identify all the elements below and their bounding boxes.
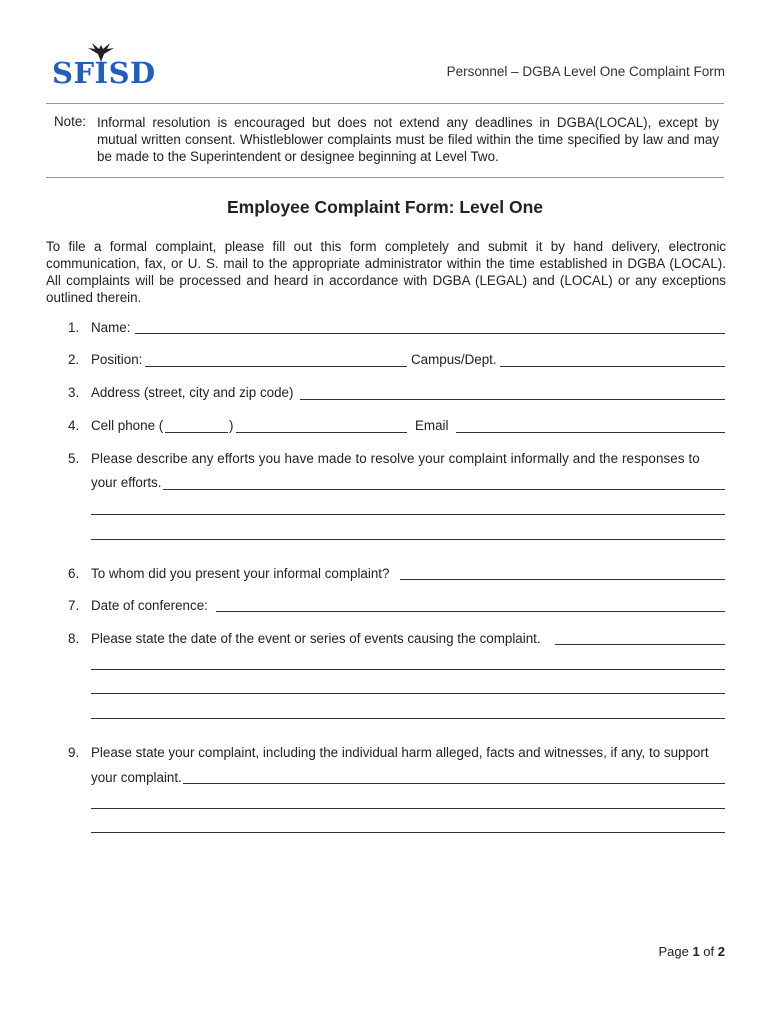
item-number: 2. <box>68 352 80 367</box>
note-label: Note: <box>54 114 87 129</box>
campus-dept-label: Campus/Dept. <box>411 352 497 367</box>
event-date-field[interactable] <box>91 693 725 694</box>
note-text: Informal resolution is encouraged but does not extend any deadlines in DGBA(LOCAL), except by mutual written consent. Whistleblower complaints must be filed within the time specified by law and may be made to the Superintendent or designee beginning at Level Two. <box>97 115 719 164</box>
area-code-field[interactable] <box>165 432 228 433</box>
event-date-field[interactable] <box>91 669 725 670</box>
event-date-field[interactable] <box>555 644 725 645</box>
item-number: 8. <box>68 631 80 646</box>
item-number: 7. <box>68 598 80 613</box>
informal-efforts-label: Please describe any efforts you have made to resolve your complaint informally and the responses to <box>91 451 700 466</box>
note-divider <box>46 177 724 178</box>
header-divider <box>46 103 724 104</box>
event-date-field[interactable] <box>91 718 725 719</box>
position-label: Position: <box>91 352 143 367</box>
cell-phone-label-close: ) <box>229 418 234 433</box>
campus-dept-field[interactable] <box>500 366 725 367</box>
email-label: Email <box>415 418 449 433</box>
logo-text: SFISD <box>52 56 156 90</box>
informal-efforts-label-cont: your efforts. <box>91 475 162 490</box>
informal-efforts-field[interactable] <box>91 514 725 515</box>
page-total: 2 <box>717 944 725 959</box>
item-number: 9. <box>68 745 80 760</box>
name-label: Name: <box>91 320 131 335</box>
informal-recipient-field[interactable] <box>400 579 725 580</box>
district-logo <box>52 42 162 92</box>
event-date-label: Please state the date of the event or series of events causing the complaint. <box>91 631 541 646</box>
complaint-field[interactable] <box>91 832 725 833</box>
address-label: Address (street, city and zip code) <box>91 385 294 400</box>
cell-phone-field[interactable] <box>236 432 407 433</box>
conference-date-label: Date of conference: <box>91 598 208 613</box>
form-header-title: Personnel – DGBA Level One Complaint Form <box>446 64 725 79</box>
page-word: Page <box>658 944 689 959</box>
address-field[interactable] <box>300 399 725 400</box>
complaint-field[interactable] <box>183 783 725 784</box>
position-field[interactable] <box>145 366 407 367</box>
complaint-field[interactable] <box>91 808 725 809</box>
intro-paragraph: To file a formal complaint, please fill out this form completely and submit it by hand delivery, electronic communication, fax, or U. S. mail to the appropriate administrator within the time established in DGBA (LOCAL). All complaints will be processed and heard in accordance with DGBA (LEGAL) and (LOCAL) or any exceptions outlined therein. <box>46 239 726 305</box>
informal-efforts-field[interactable] <box>91 539 725 540</box>
item-number: 3. <box>68 385 80 400</box>
conference-date-field[interactable] <box>216 611 725 612</box>
cell-phone-label: Cell phone ( <box>91 418 164 433</box>
page-current: 1 <box>692 944 700 959</box>
item-number: 1. <box>68 320 80 335</box>
informal-efforts-field[interactable] <box>163 489 725 490</box>
item-number: 5. <box>68 451 80 466</box>
email-field[interactable] <box>456 432 725 433</box>
page-number <box>658 944 725 959</box>
informal-recipient-label: To whom did you present your informal complaint? <box>91 566 390 581</box>
item-number: 6. <box>68 566 80 581</box>
item-number: 4. <box>68 418 80 433</box>
of-word: of <box>703 944 715 959</box>
complaint-label-cont: your complaint. <box>91 770 182 785</box>
complaint-label: Please state your complaint, including the individual harm alleged, facts and witnesses, if any, to support <box>91 745 709 760</box>
name-field[interactable] <box>135 333 725 334</box>
page-title: Employee Complaint Form: Level One <box>226 197 544 217</box>
